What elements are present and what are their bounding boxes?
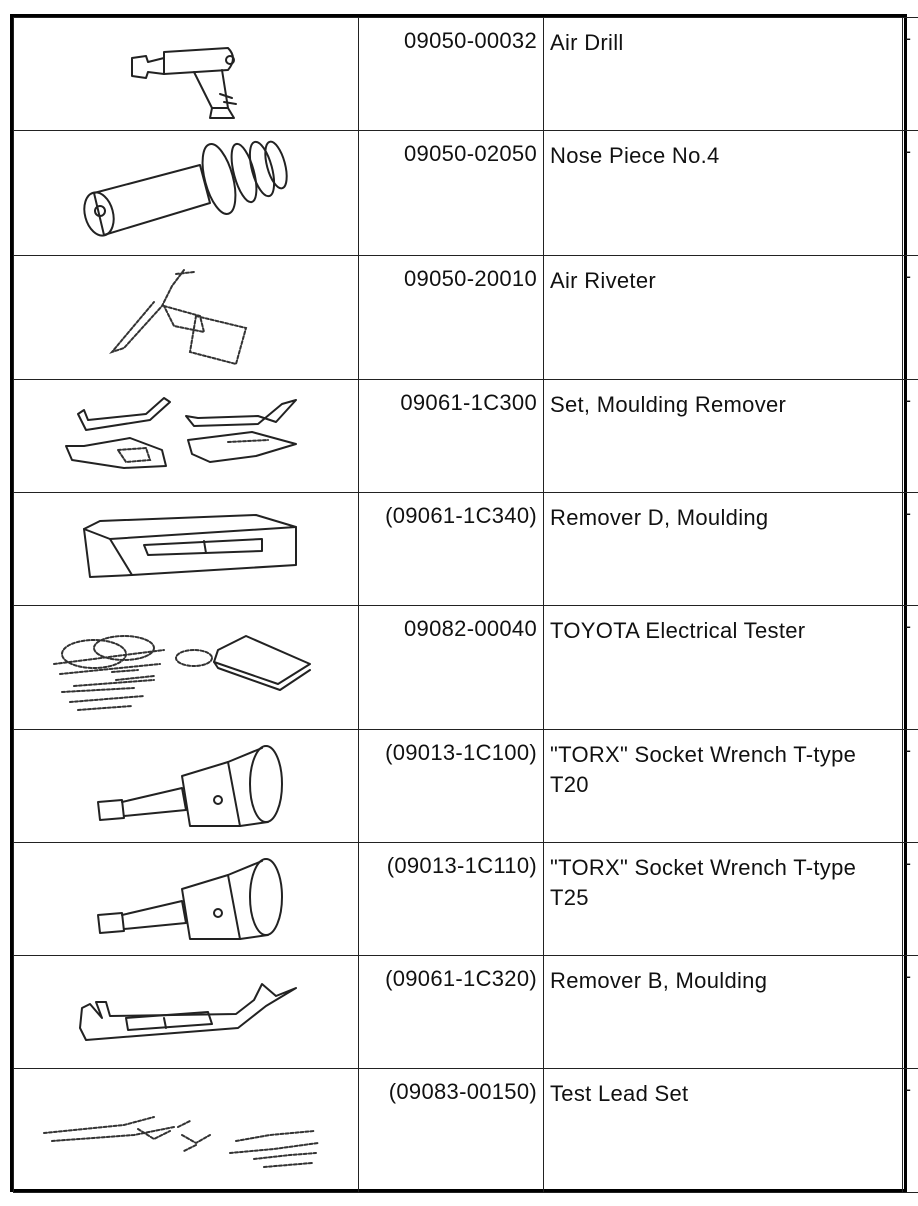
tool-illustration-cell [14, 18, 359, 131]
tool-name: Remover D, Moulding [544, 493, 903, 606]
torx-socket-wrench-t20-icon [14, 730, 358, 843]
tool-name: Air Drill [544, 18, 903, 131]
tool-table-frame [10, 14, 911, 1192]
tool-illustration-cell [14, 956, 359, 1069]
tool-illustration-cell [14, 730, 359, 843]
table-row [14, 131, 918, 256]
tool-illustration-cell [14, 1069, 359, 1193]
remark: - [903, 730, 918, 843]
table-row [14, 956, 918, 1069]
tool-name: Remover B, Moulding [544, 956, 903, 1069]
moulding-remover-b-icon [14, 956, 358, 1069]
part-number: (09061-1C340) [359, 493, 544, 606]
tool-name: "TORX" Socket Wrench T-type T25 [544, 843, 903, 956]
table-row [14, 380, 918, 493]
remark: - [903, 131, 918, 256]
remark: - [903, 843, 918, 956]
tool-illustration-cell [14, 380, 359, 493]
tool-illustration-cell [14, 256, 359, 380]
part-number: 09050-00032 [359, 18, 544, 131]
part-number: (09013-1C100) [359, 730, 544, 843]
moulding-remover-set-icon [14, 380, 358, 493]
tool-name: Set, Moulding Remover [544, 380, 903, 493]
nose-piece-icon [14, 131, 358, 256]
table-row [14, 606, 918, 730]
remark: - [903, 493, 918, 606]
remark: - [903, 1069, 918, 1193]
part-number: 09050-20010 [359, 256, 544, 380]
tool-illustration-cell [14, 493, 359, 606]
torx-socket-wrench-t25-icon [14, 843, 358, 956]
part-number: (09061-1C320) [359, 956, 544, 1069]
tool-name: "TORX" Socket Wrench T-type T20 [544, 730, 903, 843]
remark: - [903, 606, 918, 730]
tool-name: Air Riveter [544, 256, 903, 380]
air-riveter-icon [14, 256, 358, 380]
table-row [14, 843, 918, 956]
tool-name: TOYOTA Electrical Tester [544, 606, 903, 730]
part-number: (09013-1C110) [359, 843, 544, 956]
table-row [14, 18, 918, 131]
special-tools-table [13, 17, 918, 1193]
remark: - [903, 18, 918, 131]
part-number: (09083-00150) [359, 1069, 544, 1193]
table-row [14, 256, 918, 380]
remark: - [903, 956, 918, 1069]
table-row [14, 493, 918, 606]
electrical-tester-icon [14, 606, 358, 730]
tool-illustration-cell [14, 606, 359, 730]
tool-name: Test Lead Set [544, 1069, 903, 1193]
moulding-remover-d-icon [14, 493, 358, 606]
table-row [14, 1069, 918, 1193]
remark: - [903, 380, 918, 493]
remark: - [903, 256, 918, 380]
part-number: 09050-02050 [359, 131, 544, 256]
table-row [14, 730, 918, 843]
tool-name: Nose Piece No.4 [544, 131, 903, 256]
air-drill-icon [14, 18, 358, 131]
tool-illustration-cell [14, 843, 359, 956]
part-number: 09082-00040 [359, 606, 544, 730]
part-number: 09061-1C300 [359, 380, 544, 493]
test-lead-set-icon [14, 1069, 358, 1193]
tool-illustration-cell [14, 131, 359, 256]
